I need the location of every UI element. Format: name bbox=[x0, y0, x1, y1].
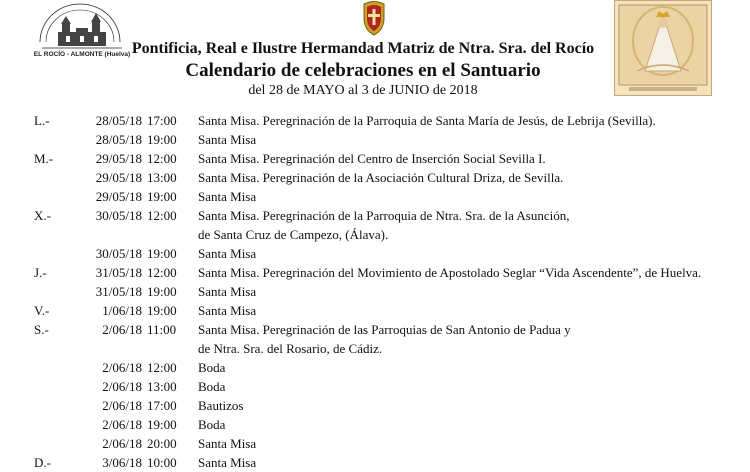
description-cell: Santa Misa. Peregrinación del Movimiento de Apostolado Seglar “Vida Ascendente”, de Huelva. bbox=[198, 265, 702, 280]
date-cell: 2/06/18 bbox=[102, 436, 142, 451]
date-cell: 2/06/18 bbox=[102, 360, 142, 375]
date-cell: 1/06/18 bbox=[102, 303, 142, 318]
time-cell: 20:00 bbox=[147, 436, 177, 451]
time-cell: 19:00 bbox=[147, 417, 177, 432]
day-label: J.- bbox=[34, 265, 47, 280]
schedule-row bbox=[0, 206, 750, 225]
time-cell: 19:00 bbox=[147, 303, 177, 318]
time-cell: 19:00 bbox=[147, 246, 177, 261]
time-cell: 17:00 bbox=[147, 398, 177, 413]
description-cell: Santa Misa bbox=[198, 455, 257, 470]
description-cell: Santa Misa bbox=[198, 246, 257, 261]
schedule-row bbox=[0, 282, 750, 301]
description-cell: Boda bbox=[198, 417, 226, 432]
schedule-row bbox=[0, 301, 750, 320]
schedule-row bbox=[0, 320, 750, 339]
date-cell: 2/06/18 bbox=[102, 398, 142, 413]
description-cell: Santa Misa. Peregrinación de la Parroquia de Santa María de Jesús, de Lebrija (Sevilla). bbox=[198, 113, 656, 128]
date-range: del 28 de MAYO al 3 de JUNIO de 2018 bbox=[248, 83, 478, 98]
schedule-row bbox=[0, 130, 750, 149]
time-cell: 11:00 bbox=[147, 322, 177, 337]
time-cell: 12:00 bbox=[147, 151, 177, 166]
schedule-row bbox=[0, 187, 750, 206]
schedule-row bbox=[0, 453, 750, 472]
date-cell: 31/05/18 bbox=[95, 284, 142, 299]
celebrations-schedule bbox=[0, 111, 750, 472]
day-label: M.- bbox=[34, 151, 54, 166]
schedule-row bbox=[0, 377, 750, 396]
schedule-row bbox=[0, 434, 750, 453]
schedule-row bbox=[0, 149, 750, 168]
description-cell: Santa Misa bbox=[198, 189, 257, 204]
schedule-row bbox=[0, 168, 750, 187]
description-cell: Santa Misa bbox=[198, 303, 257, 318]
description-cell: Santa Misa. Peregrinación del Centro de Inserción Social Sevilla I. bbox=[198, 151, 546, 166]
hermandad-crest-emblem bbox=[356, 0, 392, 36]
description-cell: Santa Misa. Peregrinación de la Parroquia de Ntra. Sra. de la Asunción, bbox=[198, 208, 570, 223]
time-cell: 10:00 bbox=[147, 455, 177, 470]
schedule-row bbox=[0, 111, 750, 130]
description-cell: de Santa Cruz de Campezo, (Álava). bbox=[198, 227, 389, 242]
day-label: D.- bbox=[34, 455, 51, 470]
logo-caption: EL ROCÍO - ALMONTE (Huelva) bbox=[33, 51, 131, 58]
day-label: S.- bbox=[34, 322, 49, 337]
schedule-row bbox=[0, 415, 750, 434]
description-cell: Santa Misa. Peregrinación de la Asociación Cultural Driza, de Sevilla. bbox=[198, 170, 564, 185]
date-cell: 29/05/18 bbox=[95, 189, 142, 204]
date-cell: 30/05/18 bbox=[95, 208, 142, 223]
time-cell: 17:00 bbox=[147, 113, 177, 128]
description-cell: Santa Misa. Peregrinación de las Parroquias de San Antonio de Padua y bbox=[198, 322, 571, 337]
schedule-row bbox=[0, 225, 750, 244]
date-cell: 28/05/18 bbox=[95, 132, 142, 147]
day-label: L.- bbox=[34, 113, 50, 128]
date-cell: 3/06/18 bbox=[102, 455, 142, 470]
date-cell: 2/06/18 bbox=[102, 322, 142, 337]
date-cell: 29/05/18 bbox=[95, 170, 142, 185]
time-cell: 19:00 bbox=[147, 132, 177, 147]
time-cell: 13:00 bbox=[147, 170, 177, 185]
description-cell: Boda bbox=[198, 360, 226, 375]
date-cell: 2/06/18 bbox=[102, 379, 142, 394]
date-cell: 31/05/18 bbox=[95, 265, 142, 280]
schedule-row bbox=[0, 339, 750, 358]
time-cell: 19:00 bbox=[147, 284, 177, 299]
description-cell: Boda bbox=[198, 379, 226, 394]
schedule-row bbox=[0, 244, 750, 263]
description-cell: Santa Misa bbox=[198, 436, 257, 451]
time-cell: 12:00 bbox=[147, 360, 177, 375]
time-cell: 12:00 bbox=[147, 265, 177, 280]
date-cell: 28/05/18 bbox=[95, 113, 142, 128]
description-cell: de Ntra. Sra. del Rosario, de Cádiz. bbox=[198, 341, 383, 356]
time-cell: 19:00 bbox=[147, 189, 177, 204]
schedule-row bbox=[0, 358, 750, 377]
schedule-row bbox=[0, 263, 750, 282]
day-label: V.- bbox=[34, 303, 50, 318]
description-cell: Santa Misa bbox=[198, 284, 257, 299]
description-cell: Santa Misa bbox=[198, 132, 257, 147]
date-cell: 2/06/18 bbox=[102, 417, 142, 432]
time-cell: 13:00 bbox=[147, 379, 177, 394]
date-cell: 30/05/18 bbox=[95, 246, 142, 261]
date-cell: 29/05/18 bbox=[95, 151, 142, 166]
page-title: Calendario de celebraciones en el Santuario bbox=[185, 60, 541, 81]
time-cell: 12:00 bbox=[147, 208, 177, 223]
day-label: X.- bbox=[34, 208, 51, 223]
schedule-row bbox=[0, 396, 750, 415]
description-cell: Bautizos bbox=[198, 398, 244, 413]
brotherhood-name: Pontificia, Real e Ilustre Hermandad Matriz de Ntra. Sra. del Rocío bbox=[131, 40, 595, 57]
